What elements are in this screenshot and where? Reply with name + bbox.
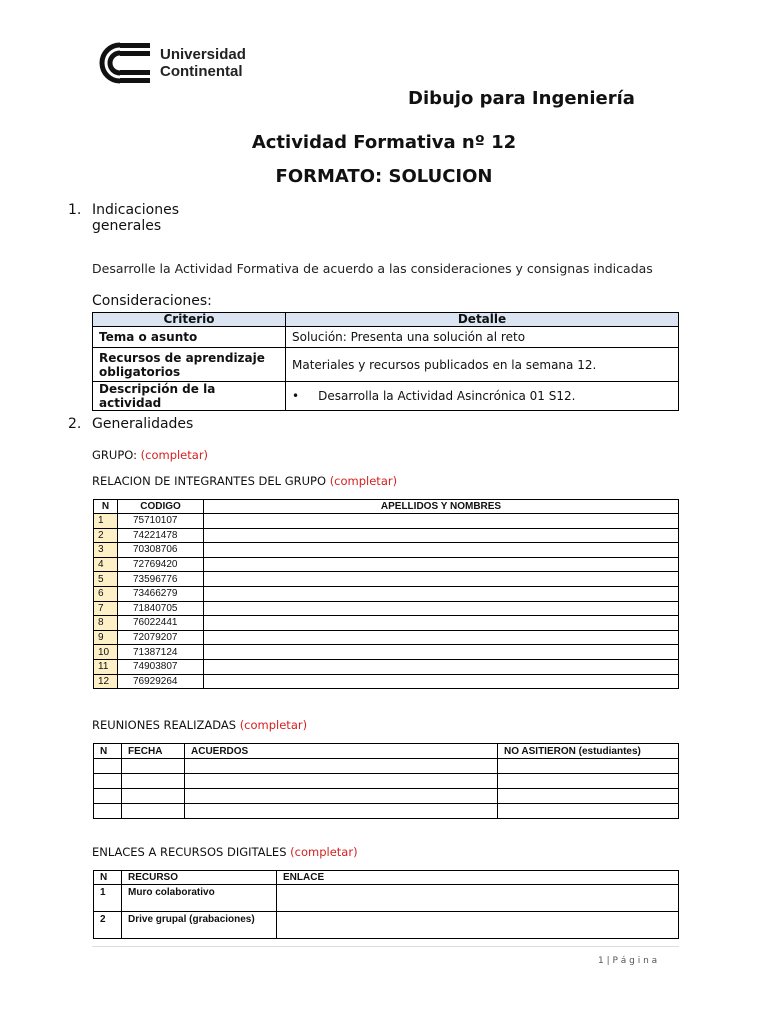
detail-text: Desarrolla la Actividad Asincrónica 01 S12. <box>318 389 576 403</box>
criteria-cell: Descripción de la actividad <box>93 382 286 411</box>
resource-header: RECURSO <box>122 871 277 885</box>
table-cell[interactable] <box>185 804 498 819</box>
detail-cell: Materiales y recursos publicados en la semana 12. <box>286 348 679 382</box>
criteria-header: Criterio <box>93 313 286 327</box>
section-1-title: Indicaciones generales <box>92 202 179 234</box>
table-row <box>94 885 679 912</box>
member-name[interactable] <box>204 557 679 572</box>
table-cell[interactable] <box>498 759 679 774</box>
logo-text <box>160 46 246 80</box>
member-n: 8 <box>94 616 118 631</box>
table-row <box>94 630 679 645</box>
member-name[interactable] <box>204 659 679 674</box>
member-code: 72769420 <box>118 557 204 572</box>
table-row <box>94 774 679 789</box>
member-code: 76929264 <box>118 674 204 689</box>
link-resource: Drive grupal (grabaciones) <box>122 912 277 939</box>
member-code: 74221478 <box>118 528 204 543</box>
member-code: 74903807 <box>118 659 204 674</box>
member-n: 2 <box>94 528 118 543</box>
table-row <box>94 514 679 529</box>
member-code: 73466279 <box>118 586 204 601</box>
n-header: N <box>94 744 122 759</box>
footer-divider <box>92 946 679 947</box>
name-header: APELLIDOS Y NOMBRES <box>204 500 679 514</box>
table-row <box>94 616 679 631</box>
member-n: 9 <box>94 630 118 645</box>
table-row <box>94 912 679 939</box>
table-row <box>94 528 679 543</box>
activity-title: Actividad Formativa nº 12 <box>251 132 517 153</box>
table-cell[interactable] <box>122 774 185 789</box>
section-2-number: 2. <box>68 416 82 432</box>
table-row <box>94 572 679 587</box>
table-row <box>94 674 679 689</box>
link-url[interactable] <box>277 885 679 912</box>
links-label-text: ENLACES A RECURSOS DIGITALES <box>92 845 287 859</box>
member-name[interactable] <box>204 601 679 616</box>
meetings-table <box>93 743 679 819</box>
member-name[interactable] <box>204 630 679 645</box>
format-title: FORMATO: SOLUCION <box>275 166 493 187</box>
links-table <box>93 870 679 939</box>
member-code: 70308706 <box>118 543 204 558</box>
table-cell[interactable] <box>122 804 185 819</box>
member-n: 12 <box>94 674 118 689</box>
table-cell[interactable] <box>185 789 498 804</box>
table-row <box>94 659 679 674</box>
member-name[interactable] <box>204 586 679 601</box>
member-name[interactable] <box>204 674 679 689</box>
page-number: 1 | P á g i n a <box>598 956 658 966</box>
meetings-label <box>92 718 307 732</box>
member-code: 75710107 <box>118 514 204 529</box>
table-cell[interactable] <box>185 759 498 774</box>
member-n: 3 <box>94 543 118 558</box>
link-n: 1 <box>94 885 122 912</box>
n-header: N <box>94 871 122 885</box>
logo-line-1: Universidad <box>160 46 246 63</box>
logo-line-2: Continental <box>160 63 243 80</box>
member-name[interactable] <box>204 543 679 558</box>
links-label <box>92 845 358 859</box>
table-cell[interactable] <box>94 789 122 804</box>
table-cell[interactable] <box>94 759 122 774</box>
member-code: 76022441 <box>118 616 204 631</box>
member-code: 72079207 <box>118 630 204 645</box>
member-n: 1 <box>94 514 118 529</box>
member-n: 10 <box>94 645 118 660</box>
table-cell[interactable] <box>498 774 679 789</box>
table-row <box>94 789 679 804</box>
member-code: 71387124 <box>118 645 204 660</box>
completar-note: (completar) <box>239 718 308 732</box>
n-header: N <box>94 500 118 514</box>
table-row <box>94 645 679 660</box>
table-row <box>94 586 679 601</box>
group-label <box>92 448 208 462</box>
member-n: 4 <box>94 557 118 572</box>
member-name[interactable] <box>204 572 679 587</box>
table-cell[interactable] <box>498 804 679 819</box>
code-header: CODIGO <box>118 500 204 514</box>
link-resource: Muro colaborativo <box>122 885 277 912</box>
completar-note: (completar) <box>329 474 398 488</box>
meetings-label-text: REUNIONES REALIZADAS <box>92 718 237 732</box>
course-title: Dibujo para Ingeniería <box>408 88 635 109</box>
table-row <box>94 759 679 774</box>
intro-text: Desarrolle la Actividad Formativa de acuerdo a las consideraciones y consignas indicadas <box>92 261 653 276</box>
member-name[interactable] <box>204 645 679 660</box>
criteria-cell: Tema o asunto <box>93 327 286 348</box>
absent-header: NO ASITIERON (estudiantes) <box>498 744 679 759</box>
members-label-text: RELACION DE INTEGRANTES DEL GRUPO <box>92 474 327 488</box>
detail-cell: • Desarrolla la Actividad Asincrónica 01 S12. <box>286 382 679 411</box>
member-name[interactable] <box>204 528 679 543</box>
date-header: FECHA <box>122 744 185 759</box>
table-row <box>94 804 679 819</box>
table-cell[interactable] <box>122 789 185 804</box>
detail-header: Detalle <box>286 313 679 327</box>
table-cell[interactable] <box>94 774 122 789</box>
group-label-text: GRUPO: <box>92 448 137 462</box>
link-header: ENLACE <box>277 871 679 885</box>
table-row <box>94 601 679 616</box>
member-name[interactable] <box>204 514 679 529</box>
members-table <box>93 499 679 689</box>
members-label <box>92 474 397 488</box>
section-2-title: Generalidades <box>92 416 194 432</box>
table-row <box>94 557 679 572</box>
completar-note: (completar) <box>290 845 358 859</box>
detail-cell: Solución: Presenta una solución al reto <box>286 327 679 348</box>
table-cell[interactable] <box>122 759 185 774</box>
considerations-label: Consideraciones: <box>92 293 212 309</box>
criteria-table <box>92 312 679 411</box>
member-n: 5 <box>94 572 118 587</box>
criteria-cell: Recursos de aprendizaje obligatorios <box>93 348 286 382</box>
table-cell[interactable] <box>498 789 679 804</box>
member-n: 11 <box>94 659 118 674</box>
university-logo <box>92 42 246 84</box>
table-cell[interactable] <box>185 774 498 789</box>
completar-note: (completar) <box>140 448 209 462</box>
table-cell[interactable] <box>94 804 122 819</box>
member-n: 6 <box>94 586 118 601</box>
link-n: 2 <box>94 912 122 939</box>
member-code: 73596776 <box>118 572 204 587</box>
continental-logo-icon <box>92 42 152 84</box>
agreements-header: ACUERDOS <box>185 744 498 759</box>
link-url[interactable] <box>277 912 679 939</box>
member-n: 7 <box>94 601 118 616</box>
section-1-number: 1. <box>68 202 82 218</box>
member-code: 71840705 <box>118 601 204 616</box>
member-name[interactable] <box>204 616 679 631</box>
table-row <box>94 543 679 558</box>
